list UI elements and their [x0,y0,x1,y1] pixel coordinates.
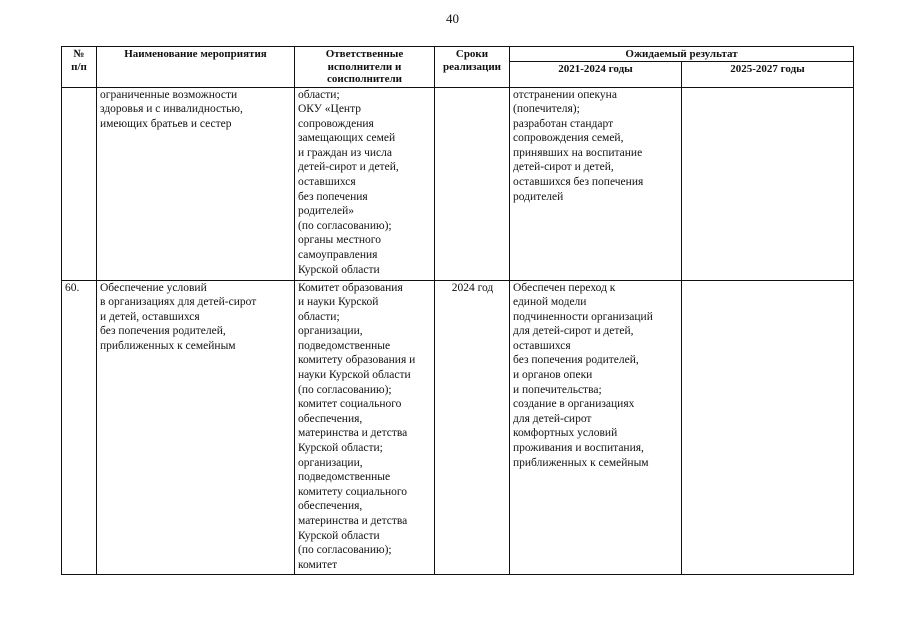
header-responsible: Ответственные исполнители и соисполнители [295,47,435,88]
header-name: Наименование мероприятия [97,47,295,88]
header-deadline: Сроки реализации [435,47,510,88]
cell-result-2021-2024: Обеспечен переход к единой модели подчиненности организаций для детей-сирот и детей, оставшихся без попечения родителей, и органов опеки и попечительства; создание в организациях для детей-сирот комфортных условий проживания и воспитания, приближенных к семейным [510,280,682,574]
cell-name: ограниченные возможности здоровья и с инвалидностью, имеющих братьев и сестер [97,87,295,280]
table-row [62,280,854,574]
cell-num: 60. [62,280,97,574]
cell-responsible: области; ОКУ «Центр сопровождения замещающих семей и граждан из числа детей-сирот и детей, оставшихся без попечения родителей» (по согласованию); органы местного самоуправления Курской области [295,87,435,280]
table-row [62,87,854,280]
cell-responsible: Комитет образования и науки Курской области; организации, подведомственные комитету образования и науки Курской области (по согласованию); комитет социального обеспечения, материнства и детства Курской области; организации, подведомственные комитету социального обеспечения, материнства и детства Курской области (по согласованию); комитет [295,280,435,574]
header-expected-result: Ожидаемый результат [510,47,854,62]
action-plan-table [61,46,854,575]
page-number: 40 [446,11,459,26]
cell-deadline: 2024 год [435,280,510,574]
cell-deadline [435,87,510,280]
header-num: № п/п [62,47,97,88]
cell-name: Обеспечение условий в организациях для детей-сирот и детей, оставшихся без попечения родителей, приближенных к семейным [97,280,295,574]
cell-result-2025-2027 [682,87,854,280]
header-period-2025-2027: 2025-2027 годы [682,61,854,87]
cell-result-2025-2027 [682,280,854,574]
table-header [62,47,854,88]
header-period-2021-2024: 2021-2024 годы [510,61,682,87]
cell-result-2021-2024: отстранении опекуна (попечителя); разработан стандарт сопровождения семей, принявших на воспитание детей-сирот и детей, оставшихся без попечения родителей [510,87,682,280]
cell-num [62,87,97,280]
